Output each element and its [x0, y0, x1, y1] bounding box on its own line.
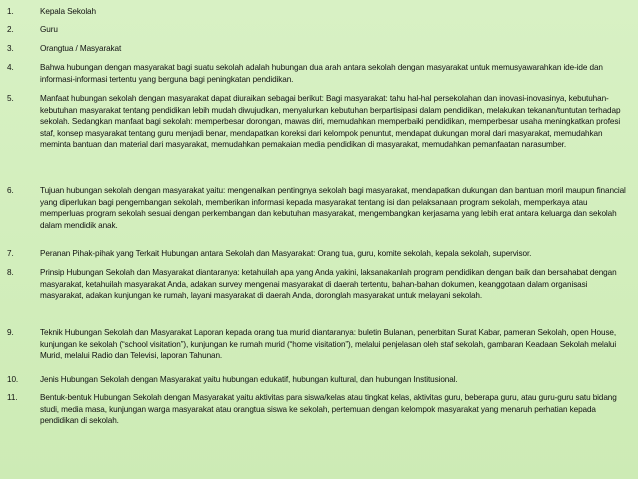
- item-number: 10.: [7, 375, 19, 384]
- item-number: 1.: [7, 7, 14, 16]
- item-text: Manfaat hubungan sekolah dengan masyarakat dapat diuraikan sebagai berikut: Bagi masyarakat: tahu hal-hal persekolahan dan inovasi-inovasinya, kebutuhan-kebutuhan masyarakat tentang pendidikan lebih mudah diwujudkan, menyalurkan kebutuhan berpartisipasi dalam pendidikan, melakukan tekanan/tuntutan terhadap sekolah. Sedangkan manfaat bagi sekolah: memperbesar dorongan, mawas diri, memudahkan memperbaiki pendidikan, memperbesar usaha meningkatkan profesi staf, konsep masyarakat tentang guru menjadi benar, mendapatkan koreksi dari kelompok penuntut, mendapat dukungan moral dari masyarakat, memudahkan meminta bantuan dan material dari masyarakat, memudahkan pemakaian media pendidikan di masyarakat, memudahkan pemanfaatan narasumber.: [40, 94, 621, 149]
- item-number: 5.: [7, 94, 14, 103]
- item-number: 7.: [7, 249, 14, 258]
- item-number: 6.: [7, 186, 14, 195]
- item-text: Jenis Hubungan Sekolah dengan Masyarakat yaitu hubungan edukatif, hubungan kultural, dan hubungan Institusional.: [40, 375, 458, 384]
- item-text: Prinsip Hubungan Sekolah dan Masyarakat diantaranya: ketahuilah apa yang Anda yakini, laksanakanlah program pendidikan dengan baik dan bersahabat dengan masyarakat, ketahuilah masyarakat Anda, adakan survey mengenai masyarakat di daerah tertentu, bahan-bahan dokumen, keanggotaan dalam organisasi masyarakat, adakan kunjungan ke rumah, layani masyarakat di daerah Anda, doronglah masyarakat untuk melayani sekolah.: [40, 268, 617, 300]
- item-text: Teknik Hubungan Sekolah dan Masyarakat Laporan kepada orang tua murid diantaranya: buletin Bulanan, penerbitan Surat Kabar, pameran Sekolah, open House, kunjungan ke sekolah (“school visitation”), kunjungan ke rumah murid (“home visitation”), melalui penjelasan oleh staf sekolah, gambaran Keadaan Sekolah melalui Murid, melalui Radio dan Televisi, laporan Tahunan.: [40, 328, 617, 360]
- item-number: 3.: [7, 44, 14, 53]
- item-number: 9.: [7, 328, 14, 337]
- item-text: Guru: [40, 25, 58, 34]
- item-number: 8.: [7, 268, 14, 277]
- item-text: Bahwa hubungan dengan masyarakat bagi suatu sekolah adalah hubungan dua arah antara sekolah dengan masyarakat untuk memusyawarahkan ide-ide dan informasi-informasi tertentu yang berguna bagi peningkatan pendidikan.: [40, 63, 603, 84]
- item-text: Peranan Pihak-pihak yang Terkait Hubungan antara Sekolah dan Masyarakat: Orang tua, guru, komite sekolah, kepala sekolah, supervisor.: [40, 249, 532, 258]
- item-number: 11.: [7, 393, 18, 402]
- item-number: 2.: [7, 25, 14, 34]
- item-number: 4.: [7, 63, 14, 72]
- item-text: Tujuan hubungan sekolah dengan masyarakat yaitu: mengenalkan pentingnya sekolah bagi masyarakat, mendapatkan dukungan dan bantuan moril maupun financial yang diperlukan bagi pengembangan sekolah, memberikan informasi kepada masyarakat tentang isi dan pelaksanaan program sekolah, memperkaya atau memperluas program sekolah sesuai dengan perkembangan dan kebutuhan masyarakat, mengembangkan kerjasama yang lebih erat antara keluarga dan sekolah dalam mendidik anak.: [40, 186, 626, 230]
- item-text: Bentuk-bentuk Hubungan Sekolah dengan Masyarakat yaitu aktivitas para siswa/kelas atau tingkat kelas, aktivitas guru, beberapa guru, atau guru-guru satu bidang studi, media masa, kunjungan warga masyarakat atau orangtua siswa ke sekolah, pertemuan dengan kelompok masyarakat yang menaruh perhatian kepada pendidikan di sekolah.: [40, 393, 617, 425]
- item-text: Orangtua / Masyarakat: [40, 44, 122, 53]
- item-text: Kepala Sekolah: [40, 7, 96, 16]
